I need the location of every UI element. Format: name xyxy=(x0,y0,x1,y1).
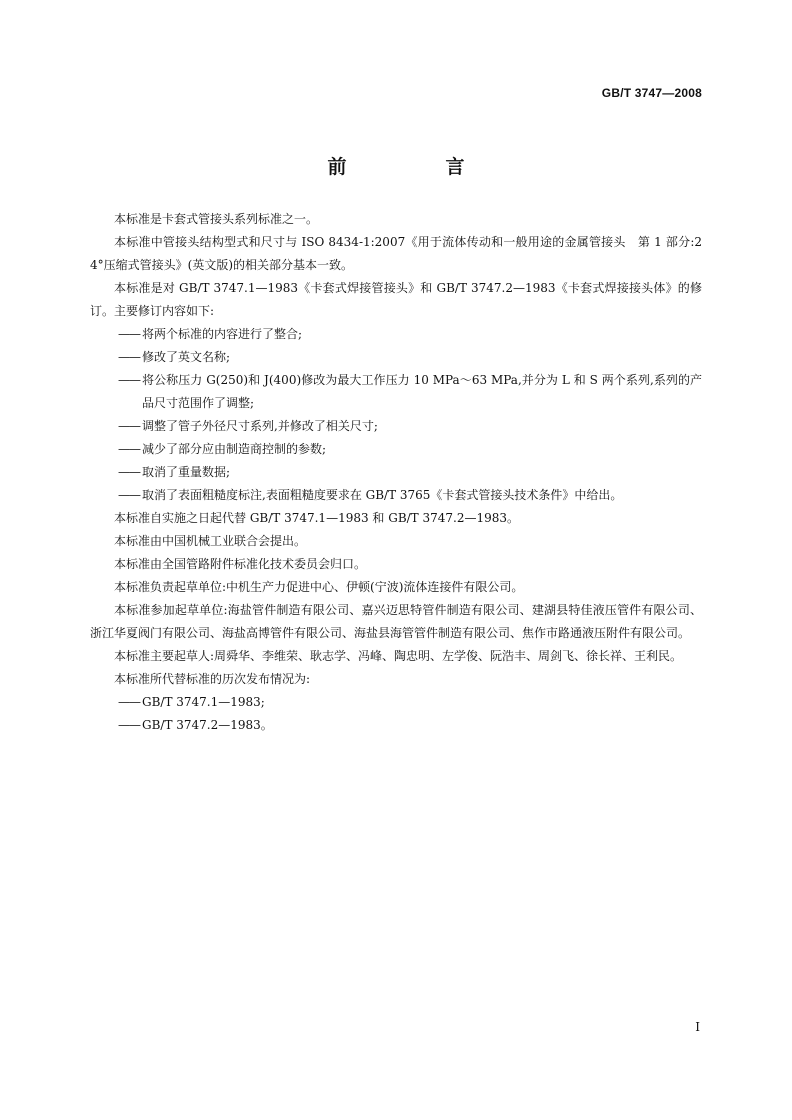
revision-item xyxy=(90,346,702,369)
dash-marker: —— xyxy=(118,419,140,433)
dash-marker: —— xyxy=(118,373,140,387)
paragraph-lead-drafters: 本标准负责起草单位:中机生产力促进中心、伊顿(宁波)流体连接件有限公司。 xyxy=(114,580,524,594)
paragraph-revision-intro: 本标准是对 GB/T 3747.1—1983《卡套式焊接管接头》和 GB/T 3747.2—1983《卡套式焊接接头体》的修订。主要修订内容如下: xyxy=(90,281,702,318)
page-title: 前 言 xyxy=(327,156,505,178)
revision-text: 调整了管子外径尺寸系列,并修改了相关尺寸; xyxy=(142,419,378,433)
dash-marker: —— xyxy=(118,442,140,456)
dash-marker: —— xyxy=(118,350,140,364)
revision-text: 将两个标准的内容进行了整合; xyxy=(142,327,303,341)
revision-text: 取消了表面粗糙度标注,表面粗糙度要求在 GB/T 3765《卡套式管接头技术条件》中给出。 xyxy=(142,488,623,502)
dash-marker: —— xyxy=(118,465,140,479)
history-text: GB/T 3747.2—1983。 xyxy=(142,718,273,732)
revision-text: 取消了重量数据; xyxy=(142,465,231,479)
revision-item xyxy=(90,415,702,438)
history-item xyxy=(90,691,702,714)
dash-marker: —— xyxy=(118,488,140,502)
paragraph-series-statement: 本标准是卡套式管接头系列标准之一。 xyxy=(114,212,319,226)
foreword-body xyxy=(90,208,702,737)
revision-item xyxy=(90,369,702,415)
history-text: GB/T 3747.1—1983; xyxy=(142,695,265,709)
paragraph-history-intro: 本标准所代替标准的历次发布情况为: xyxy=(114,672,311,686)
paragraph-main-drafters: 本标准主要起草人:周舜华、李维荣、耿志学、冯峰、陶忠明、左学俊、阮浩丰、周剑飞、徐长祥、王利民。 xyxy=(114,649,683,663)
revision-text: 减少了部分应由制造商控制的参数; xyxy=(142,442,327,456)
revision-text: 将公称压力 G(250)和 J(400)修改为最大工作压力 10 MPa～63 MPa,并分为 L 和 S 两个系列,系列的产品尺寸范围作了调整; xyxy=(142,373,702,410)
revision-text: 修改了英文名称; xyxy=(142,350,231,364)
revision-item xyxy=(90,484,702,507)
paragraph-committee: 本标准由全国管路附件标准化技术委员会归口。 xyxy=(114,557,367,571)
page-number: I xyxy=(695,1020,700,1034)
revision-item xyxy=(90,438,702,461)
revision-item xyxy=(90,323,702,346)
revision-item xyxy=(90,461,702,484)
paragraph-replacement: 本标准自实施之日起代替 GB/T 3747.1—1983 和 GB/T 3747.2—1983。 xyxy=(114,511,520,525)
dash-marker: —— xyxy=(118,718,140,732)
paragraph-proposer: 本标准由中国机械工业联合会提出。 xyxy=(114,534,307,548)
paragraph-participating-drafters: 本标准参加起草单位:海盐管件制造有限公司、嘉兴迈思特管件制造有限公司、建湖县特佳液压管件有限公司、浙江华夏阀门有限公司、海盐高博管件有限公司、海盐县海管管件制造有限公司、焦作市路通液压附件有限公司。 xyxy=(90,603,702,640)
standard-code-header: GB/T 3747—2008 xyxy=(601,86,702,100)
history-item xyxy=(90,714,702,737)
paragraph-iso-equivalence: 本标准中管接头结构型式和尺寸与 ISO 8434-1:2007《用于流体传动和一般用途的金属管接头 第 1 部分:24°压缩式管接头》(英文版)的相关部分基本一致。 xyxy=(90,235,702,272)
dash-marker: —— xyxy=(118,695,140,709)
dash-marker: —— xyxy=(118,327,140,341)
